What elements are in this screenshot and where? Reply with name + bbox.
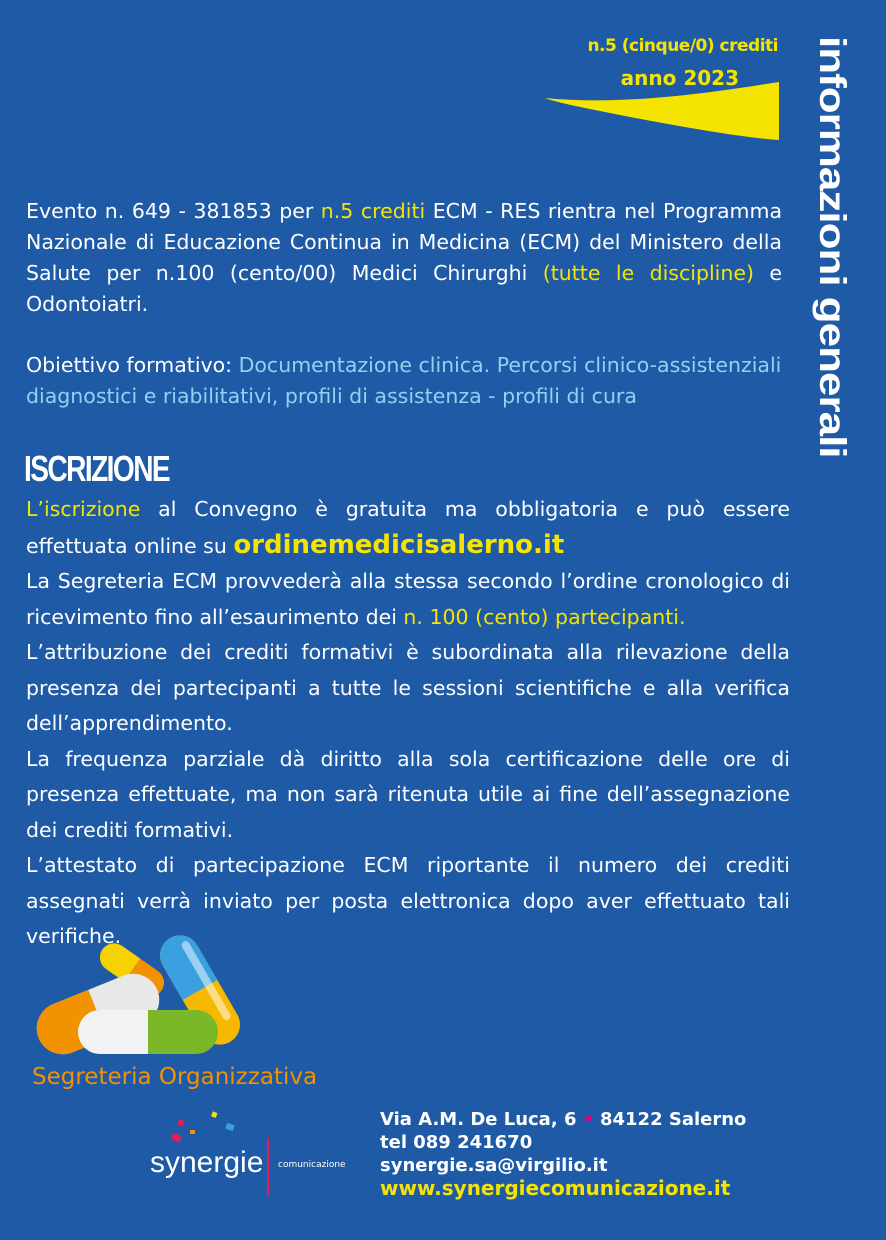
event-year: anno 2023	[620, 66, 739, 90]
pills-illustration	[30, 930, 270, 1060]
event-description: Evento n. 649 - 381853 per n.5 crediti ECM - RES rientra nel Programma Nazionale di Educazione Continua in Medicina (ECM) del Ministero della Salute per n.100 (cento/00) Medici Chirurghi (tutte le discipline) e Odontoiatri.	[26, 199, 783, 316]
credits-count: n.5 (cinque/0) crediti	[587, 36, 778, 56]
street-address: Via A.M. De Luca, 6	[380, 1109, 577, 1130]
registration-link[interactable]: ordinemedicisalerno.it	[233, 529, 565, 560]
objective-label: Obiettivo formativo:	[26, 353, 239, 377]
paragraph: La frequenza parziale dà diritto alla sola certificazione delle ore di presenza effettuate, ma non sarà ritenuta utile ai fine dell’assegnazione dei crediti formativi.	[26, 746, 790, 842]
logo-wordmark: synergie	[150, 1146, 264, 1179]
logo-subtitle: comunicazione	[278, 1160, 346, 1170]
phone[interactable]: tel 089 241670	[380, 1132, 533, 1153]
paragraph: L’attribuzione dei crediti formativi è subordinata alla rilevazione della presenza dei partecipanti a tutte le sessioni scientifiche e alla verifica dell’apprendimento.	[26, 640, 790, 735]
logo-divider	[267, 1138, 269, 1196]
paragraph: La Segreteria ECM provvederà alla stessa secondo l’ordine cronologico di ricevimento fino all’esaurimento dei n. 100 (cento) partecipanti.	[26, 569, 790, 629]
email-link[interactable]: synergie.sa@virgilio.it	[380, 1155, 608, 1176]
section-title-iscrizione: ISCRIZIONE	[24, 448, 170, 489]
objective-text: Documentazione clinica. Percorsi clinico-assistenziali diagnostici e riabilitativi, profili di assistenza - profili di cura	[26, 353, 782, 408]
bullet-icon: •	[582, 1109, 594, 1130]
city: 84122 Salerno	[599, 1109, 747, 1130]
objective	[26, 350, 782, 412]
organizing-secretariat-label: Segreteria Organizzativa	[32, 1064, 318, 1090]
website-link[interactable]: www.synergiecomunicazione.it	[380, 1176, 731, 1200]
side-title: informazioni generali	[811, 36, 854, 458]
iscrizione-body	[26, 492, 790, 955]
credits-highlight: n.5 crediti	[320, 199, 426, 223]
contact-block	[380, 1108, 746, 1200]
yellow-swoosh	[545, 82, 781, 142]
paragraph: L’attestato di partecipazione ECM riportante il numero dei crediti assegnati verrà inviato per posta elettronica dopo aver effettuato tali verifiche.	[26, 853, 790, 948]
disciplines-highlight: (tutte le discipline)	[542, 261, 754, 285]
paragraph: L’iscrizione al Convegno è gratuita ma obbligatoria e può essere effettuata online su ordinemedicisalerno.it	[26, 497, 790, 560]
address-line	[380, 1108, 746, 1131]
